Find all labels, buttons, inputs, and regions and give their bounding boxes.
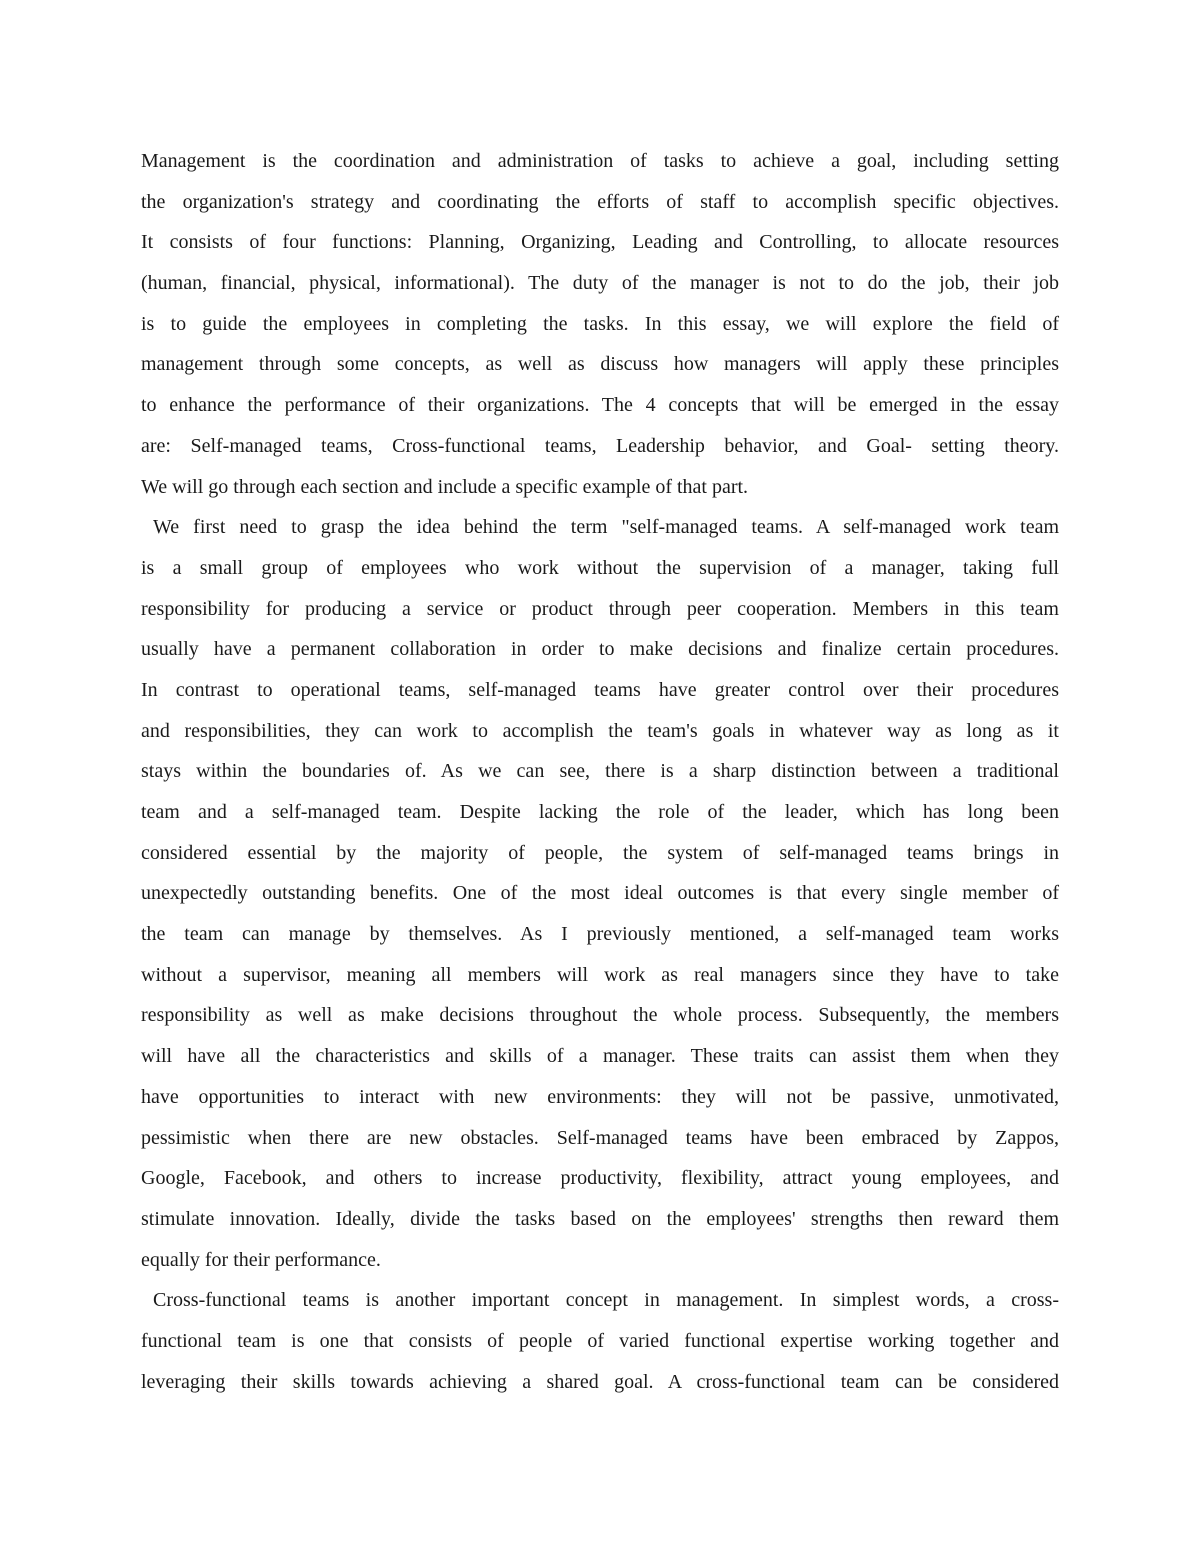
paragraph-line: usually have a permanent collaboration in order to make decisions and finalize certain procedures. [141, 638, 1059, 661]
paragraph-line: Management is the coordination and administration of tasks to achieve a goal, including setting [141, 150, 1059, 172]
paragraph-line: In contrast to operational teams, self-managed teams have greater control over their procedures [141, 678, 1059, 701]
paragraph-line: responsibility for producing a service or product through peer cooperation. Members in this team [141, 597, 1059, 620]
paragraph-line: pessimistic when there are new obstacles. Self-managed teams have been embraced by Zappos, [141, 1126, 1059, 1149]
paragraph-line: Google, Facebook, and others to increase productivity, flexibility, attract young employees, and [141, 1167, 1059, 1190]
paragraph-line: team and a self-managed team. Despite lacking the role of the leader, which has long been [141, 801, 1059, 823]
paragraph-line: is to guide the employees in completing the tasks. In this essay, we will explore the field of [141, 312, 1059, 335]
paragraph-line: are: Self-managed teams, Cross-functional teams, Leadership behavior, and Goal- setting theory. [141, 434, 1059, 457]
paragraph-line: stays within the boundaries of. As we can see, there is a sharp distinction between a traditional [141, 760, 1059, 783]
paragraph-line: management through some concepts, as well as discuss how managers will apply these principles [141, 353, 1059, 376]
paragraph-cross-functional-teams [141, 1280, 1059, 1402]
paragraph-line: unexpectedly outstanding benefits. One of the most ideal outcomes is that every single member of [141, 882, 1059, 905]
paragraph-line: considered essential by the majority of people, the system of self-managed teams brings in [141, 841, 1059, 864]
paragraph-line: It consists of four functions: Planning, Organizing, Leading and Controlling, to allocate resources [141, 231, 1059, 254]
paragraph-line: and responsibilities, they can work to accomplish the team's goals in whatever way as long as it [141, 719, 1059, 742]
paragraph-line: We first need to grasp the idea behind the term "self-managed teams. A self-managed work team [153, 516, 1059, 539]
paragraph-line: will have all the characteristics and skills of a manager. These traits can assist them when they [141, 1045, 1059, 1068]
paragraph-introduction [141, 141, 1059, 507]
paragraph-line: stimulate innovation. Ideally, divide the tasks based on the employees' strengths then reward them [141, 1207, 1059, 1230]
paragraph-line: is a small group of employees who work without the supervision of a manager, taking full [141, 556, 1059, 579]
paragraph-line: functional team is one that consists of people of varied functional expertise working together and [141, 1329, 1059, 1352]
paragraph-line: the team can manage by themselves. As I previously mentioned, a self-managed team works [141, 923, 1059, 946]
paragraph-line: We will go through each section and include a specific example of that part. [141, 475, 749, 498]
paragraph-line: to enhance the performance of their organizations. The 4 concepts that will be emerged in the essay [141, 394, 1059, 417]
paragraph-line: responsibility as well as make decisions throughout the whole process. Subsequently, the members [141, 1004, 1059, 1027]
paragraph-self-managed-teams [141, 507, 1059, 1280]
paragraph-line: leveraging their skills towards achieving a shared goal. A cross-functional team can be considered [141, 1370, 1059, 1393]
paragraph-line: have opportunities to interact with new environments: they will not be passive, unmotivated, [141, 1085, 1059, 1108]
paragraph-line: the organization's strategy and coordinating the efforts of staff to accomplish specific objectives. [141, 190, 1059, 213]
paragraph-line: Cross-functional teams is another important concept in management. In simplest words, a cross- [153, 1289, 1059, 1312]
paragraph-line: equally for their performance. [141, 1248, 381, 1271]
paragraph-line: without a supervisor, meaning all members will work as real managers since they have to take [141, 963, 1059, 986]
document-body [141, 141, 1059, 1402]
paragraph-line: (human, financial, physical, informational). The duty of the manager is not to do the job, their job [141, 272, 1059, 295]
